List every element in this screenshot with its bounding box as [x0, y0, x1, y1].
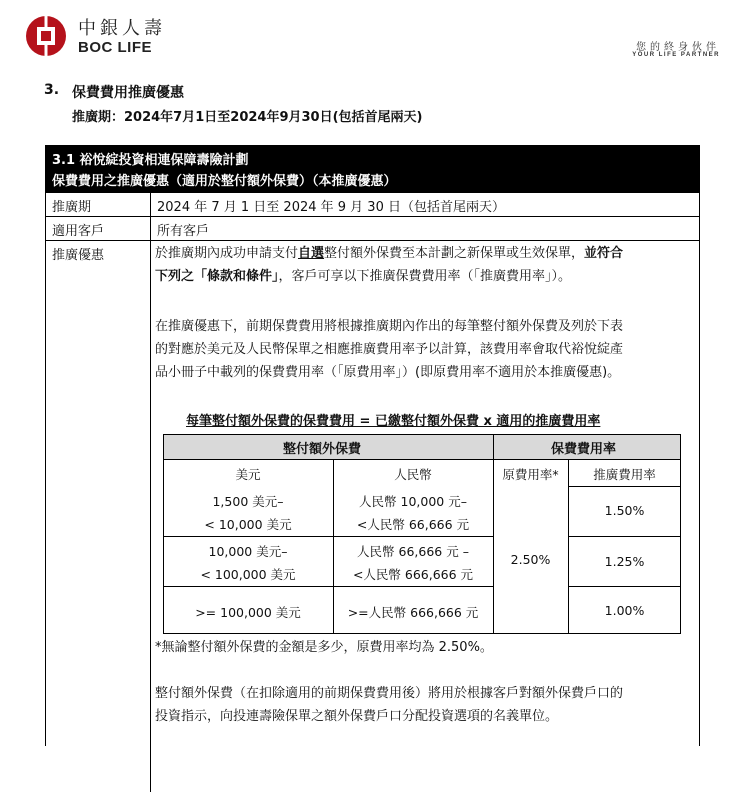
row-label: 適用客戶: [52, 224, 105, 239]
para-line: 品小冊子中載列的保費費用率（「原費用率」）(即原費用率不適用於本推廣優惠)。: [155, 365, 621, 380]
tier-promo-rate: 1.00%: [604, 603, 645, 618]
tier-rmb: >=人民幣 666,666 元: [347, 605, 479, 620]
row-value: 所有客戶: [157, 224, 210, 239]
tier-usd: >= 100,000 美元: [195, 605, 301, 620]
para-line: 投資指示，向投連壽險保單之額外保費戶口分配投資選項的名義單位。: [155, 709, 559, 724]
table-row: [46, 216, 699, 240]
rate-table: [163, 434, 681, 634]
tier-promo-rate: 1.25%: [604, 554, 645, 569]
brand-name-cn: 中銀人壽: [78, 18, 166, 39]
tier-usd: 1,500 美元– < 10,000 美元: [204, 494, 292, 532]
para-text: 於推廣期內成功申請支付: [155, 246, 299, 261]
fee-formula: 每筆整付額外保費的保費費用 = 已繳整付額外保費 x 適用的推廣費用率: [186, 414, 601, 429]
table-row: [46, 192, 699, 216]
boc-logo-icon: [24, 14, 68, 58]
orig-rate-value: 2.50%: [510, 552, 551, 567]
col-usd: 美元: [235, 467, 261, 482]
rate-table-group-left: 整付額外保費: [283, 442, 362, 457]
para-line: 的對應於美元及人民幣保單之相應推廣費用率予以計算，該費用率會取代裕悅綻產: [155, 342, 624, 357]
rate-table-group-right: 保費費用率: [551, 442, 617, 457]
footnote: *無論整付額外保費的金額是多少，原費用率均為 2.50%。: [155, 640, 493, 655]
tier-rmb: 人民幣 10,000 元– <人民幣 66,666 元: [356, 494, 470, 532]
col-orig-rate: 原費用率*: [502, 467, 559, 482]
row-label: 推廣優惠: [52, 248, 105, 263]
slogan-en: YOUR LIFE PARTNER: [632, 52, 720, 58]
row-value: 2024 年 7 月 1 日至 2024 年 9 月 30 日（包括首尾兩天）: [157, 200, 505, 215]
page-header: [0, 0, 748, 70]
closing-paragraph: [155, 682, 695, 728]
row-label: 推廣期: [52, 200, 92, 215]
tier-usd: 10,000 美元– < 100,000 美元: [200, 544, 296, 582]
offer-paragraph-2: [155, 315, 695, 384]
tier-rmb: 人民幣 66,666 元 – <人民幣 666,666 元: [352, 544, 474, 582]
col-rmb: 人民幣: [394, 467, 432, 482]
terms-link-text: 下列之「條款和條件」: [155, 269, 279, 284]
tier-promo-rate: 1.50%: [604, 503, 645, 518]
slogan-cn: 您的終身伙伴: [636, 42, 720, 53]
offer-table-header: [46, 146, 699, 192]
section-period: 推廣期：2024年7月1日至2024年9月30日(包括首尾兩天): [72, 110, 423, 125]
para-line: 在推廣優惠下，前期保費費用將根據推廣期內作出的每筆整付額外保費及列於下表: [155, 319, 624, 334]
offer-paragraph-1: [155, 242, 695, 288]
para-line: 整付額外保費（在扣除適用的前期保費費用後）將用於根據客戶對額外保費戶口的: [155, 686, 624, 701]
para-text-emphasis: 自選: [298, 246, 325, 261]
section-number: 3.: [44, 82, 60, 98]
brand-name-en: BOC LIFE: [78, 39, 152, 56]
para-text: 整付額外保費至本計劃之新保單或生效保單，: [324, 246, 585, 261]
offer-name: 保費費用之推廣優惠（適用於整付額外保費）（本推廣優惠）: [52, 174, 397, 189]
col-promo-rate: 推廣費用率: [593, 467, 656, 482]
para-text: ，客戶可享以下推廣保費費用率（「推廣費用率」）。: [278, 269, 572, 284]
section-title: 保費費用推廣優惠: [72, 85, 184, 101]
plan-name: 3.1 裕悅綻投資相連保障壽險計劃: [52, 153, 249, 168]
para-text-emphasis: 並符合: [584, 246, 624, 261]
